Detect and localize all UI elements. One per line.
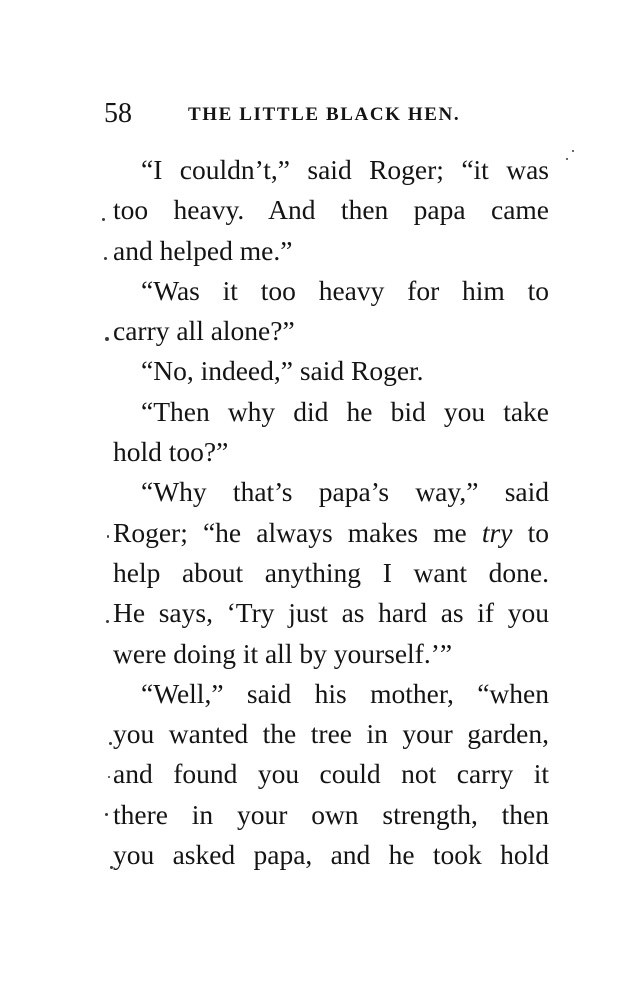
print-speck: [104, 257, 107, 260]
page-number: 58: [104, 98, 132, 129]
text-line: “Why that’s papa’s way,” said: [141, 476, 549, 508]
print-speck: [106, 620, 109, 623]
text-line: “Was it too heavy for him to: [141, 274, 549, 306]
print-speck: [110, 866, 113, 869]
print-speck: [109, 742, 112, 745]
text-line: help about anything I want done.: [113, 556, 549, 588]
text-line: and helped me.”: [113, 234, 293, 266]
print-speck: [566, 158, 568, 160]
text-line: were doing it all by yourself.’”: [113, 637, 453, 669]
text-line: too heavy. And then papa came: [113, 194, 549, 226]
text-line: He says, ‘Try just as hard as if you: [113, 597, 549, 629]
print-speck: [105, 813, 108, 816]
print-speck: [572, 150, 574, 152]
text-line: hold too?”: [113, 436, 229, 468]
print-speck: [105, 337, 109, 341]
text-line: you wanted the tree in your garden,: [113, 718, 549, 750]
print-speck: [108, 776, 110, 778]
text-line-part: Roger; “he always makes me: [113, 516, 482, 548]
italic-word: try: [481, 516, 513, 548]
text-line: “No, indeed,” said Roger.: [141, 355, 424, 387]
text-line: “Well,” said his mother, “when: [141, 677, 549, 709]
print-speck: [107, 535, 109, 538]
page-header: [104, 96, 544, 136]
running-title: THE LITTLE BLACK HEN.: [188, 104, 461, 125]
text-line: “I couldn’t,” said Roger; “it was: [141, 154, 549, 185]
print-speck: [102, 218, 105, 221]
text-line: you asked papa, and he took hold: [113, 839, 549, 871]
text-line: there in your own strength, then: [113, 798, 549, 830]
text-line-part: to: [512, 516, 549, 548]
text-line: and found you could not carry it: [113, 758, 549, 790]
text-line: “Then why did he bid you take: [141, 395, 549, 427]
text-line: carry all alone?”: [113, 315, 295, 347]
body-text: [113, 150, 549, 875]
text-line: [113, 513, 549, 553]
